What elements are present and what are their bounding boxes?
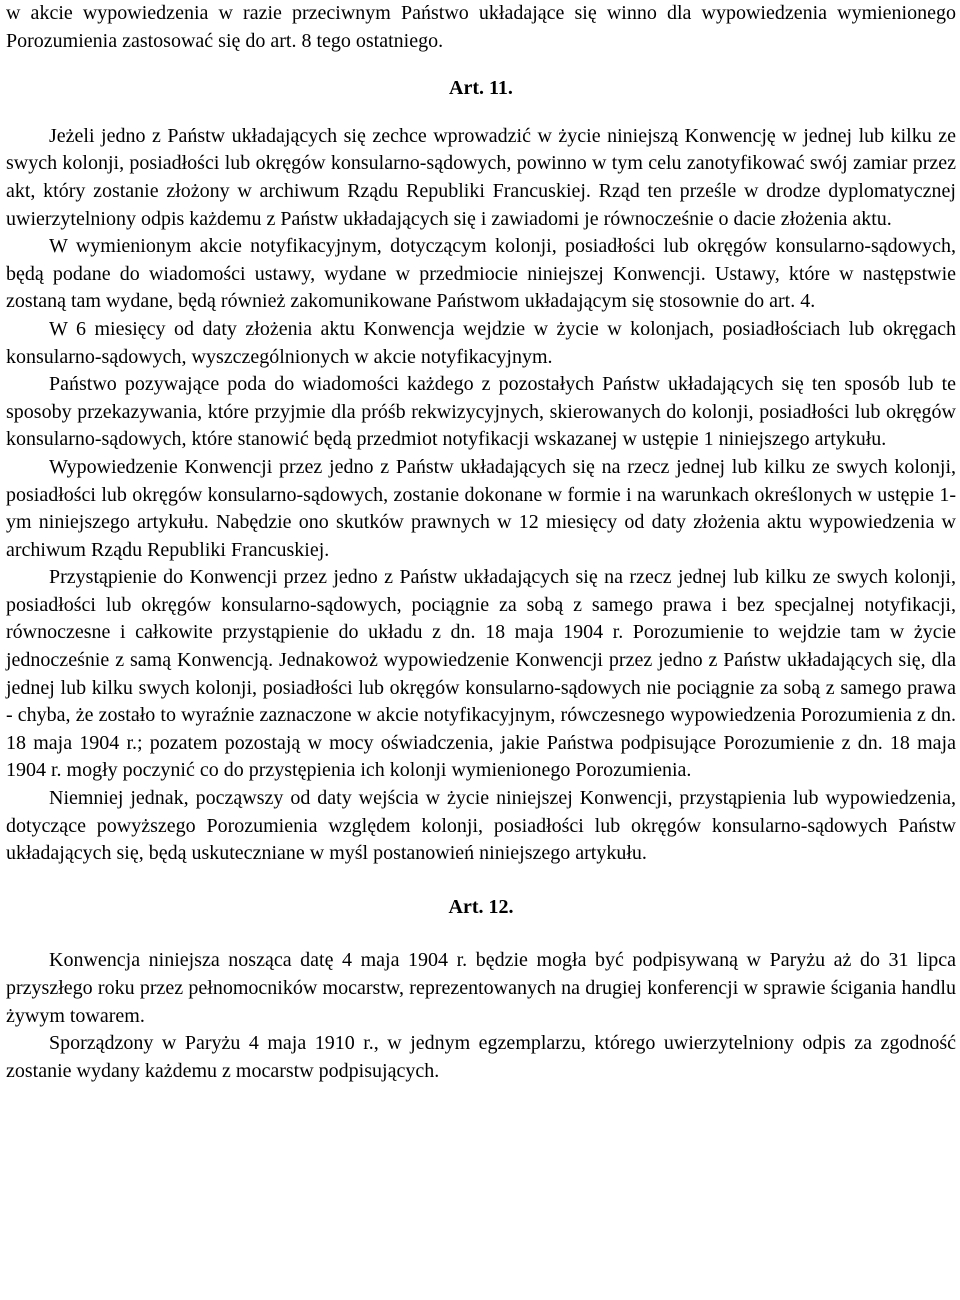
art11-paragraph-2: W wymienionym akcie notyfikacyjnym, dotyczącym kolonji, posiadłości lub okręgów konsularno-sądowych, będą podane do wiadomości ustawy, wydane w przedmiocie niniejszej Konwencji. Ustawy, które w następstwie zostaną tam wydane, będą również zakomunikowane Państwom układającym się stosownie do art. 4. [6, 235, 956, 313]
art12-paragraph-1: Konwencja niniejsza nosząca datę 4 maja 1904 r. będzie mogła być podpisywaną w Paryżu aż do 31 lipca przyszłego roku przez pełnomocników mocarstw, reprezentowanych na drugiej konferencji w sprawie ścigania handlu żywym towarem. [6, 949, 956, 1027]
art11-paragraph-4: Państwo pozywające poda do wiadomości każdego z pozostałych Państw układających się ten sposób lub te sposoby przekazywania, które przyjmie dla próśb rekwizycyjnych, skierowanych do kolonji, posiadłości lub okręgów konsularno-sądowych, które stanowić będą przedmiot notyfikacji wskazanej w ustępie 1 niniejszego artykułu. [6, 373, 956, 451]
art12-paragraph-2: Sporządzony w Paryżu 4 maja 1910 r., w jednym egzemplarzu, którego uwierzytelniony odpis za zgodność zostanie wydany każdemu z mocarstw podpisujących. [6, 1032, 956, 1082]
document-page [6, 0, 956, 1085]
article-12-heading: Art. 12. [448, 895, 514, 918]
intro-paragraph: w akcie wypowiedzenia w razie przeciwnym Państwo układające się winno dla wypowiedzenia wymienionego Porozumienia zastosować się do art. 8 tego ostatniego. [6, 2, 956, 52]
art11-paragraph-3: W 6 miesięcy od daty złożenia aktu Konwencja wejdzie w życie w kolonjach, posiadłościach lub okręgach konsularno-sądowych, wyszczególnionych w akcie notyfikacyjnym. [6, 317, 956, 368]
art11-paragraph-1: Jeżeli jedno z Państw układających się zechce wprowadzić w życie niniejszą Konwencję w jednej lub kilku ze swych kolonji, posiadłości lub okręgów konsularno-sądowych, powinno w tym celu zanotyfikować swój zamiar przez akt, który zostanie złożony w archiwum Rządu Republiki Francuskiej. Rząd ten prześle w drodze dyplomatycznej uwierzytelniony odpis każdemu z Państw układających się i zawiadomi je równocześnie o dacie złożenia aktu. [6, 124, 956, 230]
art11-paragraph-5: Wypowiedzenie Konwencji przez jedno z Państw układających się na rzecz jednej lub kilku ze swych kolonji, posiadłości lub okręgów konsularno-sądowych, zostanie dokonane w formie i na warunkach określonych w ustępie 1-ym niniejszego artykułu. Nabędzie ono skutków prawnych w 12 miesięcy od daty złożenia aktu wypowiedzenia w archiwum Rządu Republiki Francuskiej. [6, 455, 956, 561]
article-11-heading: Art. 11. [449, 77, 513, 100]
art11-paragraph-6: Przystąpienie do Konwencji przez jedno z Państw układających się na rzecz jednej lub kilku ze swych kolonji, posiadłości lub okręgów konsularno-sądowych, pociągnie za sobą z samego prawa i bez specjalnej notyfikacji, równoczesne i całkowite przystąpienie do układu z dn. 18 maja 1904 r. Porozumienie to wejdzie tam w życie jednocześnie z samą Konwencją. Jednakowoż wypowiedzenie Konwencji przez jedno z Państw układających się, dla jednej lub kilku swych kolonji, posiadłości lub okręgów konsularno-sądowych nie pociągnie za sobą z samego prawa - chyba, że zostało to wyraźnie zaznaczone w akcie notyfikacyjnym, rówczesnego wypowiedzenia Porozumienia z dn. 18 maja 1904 r.; pozatem pozostają w mocy oświadczenia, jakie Państwa podpisujące Porozumienie z dn. 18 maja 1904 r. mogły poczynić co do przystępienia ich kolonji wymienionego Porozumienia. [6, 566, 956, 782]
art11-paragraph-7: Niemniej jednak, począwszy od daty wejścia w życie niniejszej Konwencji, przystąpienia lub wypowiedzenia, dotyczące powyższego Porozumienia względem kolonji, posiadłości lub okręgów konsularno-sądowych Państw układających się, będą uskuteczniane w myśl postanowień niniejszego artykułu. [6, 787, 956, 865]
